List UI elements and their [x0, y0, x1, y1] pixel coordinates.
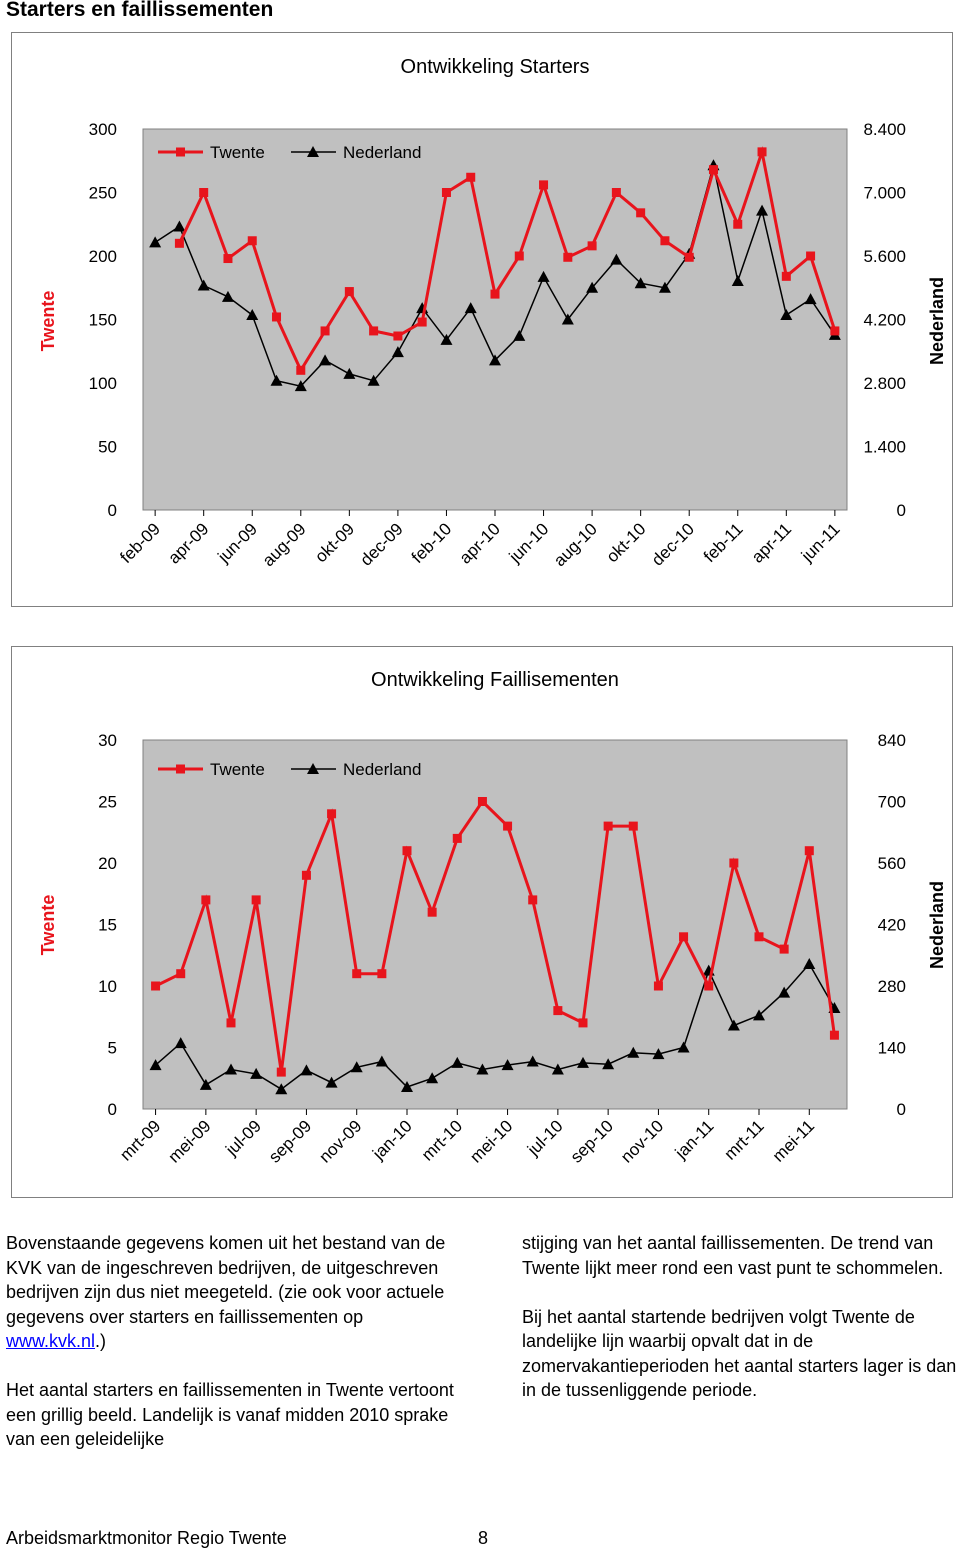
footer-title: Arbeidsmarktmonitor Regio Twente	[6, 1528, 287, 1548]
data-point-twente	[227, 1018, 236, 1027]
data-point-twente	[539, 180, 548, 189]
x-tick-label: mei-09	[164, 1116, 215, 1167]
y-right-tick-label: 140	[877, 1038, 906, 1058]
x-tick-label: feb-09	[116, 519, 164, 567]
data-point-twente	[199, 188, 208, 197]
chart-title: Ontwikkeling Faillisementen	[371, 669, 619, 691]
page-number: 8	[478, 1528, 489, 1548]
x-tick-label: sep-10	[566, 1116, 617, 1167]
x-tick-label: jun-10	[505, 519, 553, 567]
data-point-twente	[654, 982, 663, 991]
page-heading: Starters en faillissementen	[6, 0, 274, 21]
data-point-twente	[782, 272, 791, 281]
x-tick-label: mrt-11	[720, 1116, 768, 1164]
data-point-twente	[755, 932, 764, 941]
y-left-tick-label: 150	[88, 310, 117, 330]
body-text-column-left	[6, 1231, 456, 1476]
data-point-twente	[612, 188, 621, 197]
data-point-twente	[553, 1006, 562, 1015]
data-point-twente	[629, 822, 638, 831]
data-point-twente	[442, 188, 451, 197]
data-point-twente	[175, 239, 184, 248]
y-right-tick-label: 0	[896, 501, 906, 520]
data-point-twente	[393, 332, 402, 341]
data-point-twente	[403, 846, 412, 855]
data-point-twente	[588, 241, 597, 250]
y-right-tick-label: 1.400	[863, 437, 906, 457]
x-tick-label: jun-11	[797, 519, 844, 566]
data-point-twente	[466, 173, 475, 182]
y-right-tick-label: 420	[877, 915, 906, 935]
legend-marker-twente	[176, 148, 185, 157]
data-point-twente	[515, 252, 524, 261]
x-tick-label: feb-10	[407, 519, 456, 567]
x-tick-label: mei-11	[768, 1116, 819, 1166]
legend-label-twente: Twente	[210, 143, 265, 162]
data-point-twente	[201, 895, 210, 904]
data-point-twente	[151, 982, 160, 991]
data-point-twente	[272, 312, 281, 321]
paragraph-trend-continue: stijging van het aantal faillissementen. De trend van Twente lijkt meer rond een vast punt te schommelen.	[522, 1233, 944, 1278]
y-left-axis-label: Twente	[38, 894, 58, 956]
starters-chart-svg	[12, 33, 954, 608]
x-tick-label: mei-10	[466, 1116, 517, 1167]
y-left-tick-label: 10	[98, 977, 117, 996]
x-tick-label: nov-10	[617, 1116, 668, 1167]
x-tick-label: aug-10	[550, 519, 601, 571]
x-tick-label: mrt-10	[417, 1116, 467, 1165]
data-point-twente	[369, 326, 378, 335]
y-left-tick-label: 100	[88, 374, 117, 393]
x-tick-label: dec-10	[647, 519, 699, 570]
paragraph-source	[6, 1231, 456, 1354]
data-point-twente	[806, 252, 815, 261]
y-left-tick-label: 0	[107, 501, 117, 520]
x-tick-label: feb-11	[699, 519, 747, 567]
y-right-tick-label: 0	[896, 1100, 906, 1119]
data-point-twente	[528, 895, 537, 904]
x-tick-label: sep-09	[265, 1116, 316, 1167]
data-point-twente	[636, 208, 645, 217]
y-left-tick-label: 30	[98, 731, 117, 750]
x-tick-label: aug-09	[258, 519, 310, 571]
x-tick-label: nov-09	[315, 1116, 366, 1167]
x-tick-label: mrt-09	[116, 1116, 165, 1165]
y-right-tick-label: 280	[877, 977, 906, 996]
faillissementen-chart-svg	[12, 647, 954, 1199]
data-point-twente	[660, 236, 669, 245]
data-point-twente	[805, 846, 814, 855]
data-point-twente	[830, 326, 839, 335]
y-left-tick-label: 250	[88, 183, 117, 203]
legend-label-nederland: Nederland	[343, 760, 422, 779]
data-point-twente	[685, 253, 694, 262]
legend-marker-twente	[176, 765, 185, 774]
data-point-twente	[733, 220, 742, 229]
data-point-twente	[277, 1068, 286, 1077]
y-left-tick-label: 0	[107, 1100, 117, 1119]
x-tick-label: okt-09	[311, 519, 359, 567]
paragraph-trend-start: Het aantal starters en faillissementen in Twente vertoont een grillig beeld. Landelijk is vanaf midden 2010 sprake van een geleidelijke	[6, 1380, 454, 1449]
y-right-axis-label: Nederland	[927, 880, 947, 970]
paragraph-starters-summer: Bij het aantal startende bedrijven volgt Twente de landelijke lijn waarbij opvalt dat in de zomervakantieperioden het aantal starters lager is dan in de tussenliggende periode.	[522, 1306, 957, 1400]
y-left-axis-label: Twente	[38, 290, 58, 352]
x-tick-label: apr-11	[747, 519, 796, 567]
plot-area	[143, 740, 847, 1109]
y-right-tick-label: 5.600	[863, 247, 906, 266]
legend-label-twente: Twente	[210, 760, 265, 779]
y-right-tick-label: 2.800	[863, 374, 906, 393]
y-left-tick-label: 20	[98, 854, 117, 873]
x-tick-label: apr-09	[164, 519, 213, 568]
x-tick-label: dec-09	[356, 519, 407, 570]
y-left-tick-label: 25	[98, 792, 117, 812]
data-point-twente	[503, 822, 512, 831]
x-tick-label: apr-10	[455, 519, 504, 568]
data-point-twente	[704, 982, 713, 991]
x-tick-label: jan-10	[368, 1116, 416, 1164]
y-left-tick-label: 15	[98, 915, 117, 935]
faillissementen-chart	[11, 646, 953, 1198]
chart-title: Ontwikkeling Starters	[400, 56, 590, 78]
data-point-twente	[223, 254, 232, 263]
data-point-twente	[302, 871, 311, 880]
x-tick-label: jul-09	[222, 1116, 265, 1160]
x-tick-label: jun-09	[214, 519, 262, 567]
data-point-twente	[352, 969, 361, 978]
data-point-twente	[248, 236, 257, 245]
y-right-tick-label: 700	[877, 792, 906, 812]
body-text-column-right	[522, 1231, 958, 1427]
x-tick-label: jan-11	[671, 1116, 718, 1163]
data-point-twente	[176, 969, 185, 978]
data-point-twente	[709, 165, 718, 174]
data-point-twente	[679, 932, 688, 941]
data-point-twente	[758, 147, 767, 156]
kvk-link[interactable]: www.kvk.nl	[6, 1331, 96, 1351]
data-point-twente	[321, 326, 330, 335]
x-tick-label: jul-10	[523, 1116, 567, 1160]
data-point-twente	[729, 859, 738, 868]
x-tick-label: okt-10	[602, 519, 650, 567]
data-point-twente	[579, 1018, 588, 1027]
data-point-twente	[327, 809, 336, 818]
y-left-tick-label: 300	[88, 120, 117, 139]
data-point-twente	[780, 945, 789, 954]
y-right-tick-label: 4.200	[863, 310, 906, 330]
data-point-twente	[604, 822, 613, 831]
data-point-twente	[296, 366, 305, 375]
data-point-twente	[491, 290, 500, 299]
y-right-tick-label: 7.000	[863, 183, 906, 203]
legend-label-nederland: Nederland	[343, 143, 422, 162]
y-right-tick-label: 8.400	[863, 120, 906, 139]
source-text-end: .)	[95, 1331, 107, 1351]
data-point-twente	[377, 969, 386, 978]
y-right-tick-label: 840	[877, 731, 906, 750]
data-point-twente	[428, 908, 437, 917]
y-right-axis-label: Nederland	[927, 276, 947, 366]
y-left-tick-label: 200	[88, 247, 117, 266]
data-point-twente	[345, 287, 354, 296]
data-point-twente	[830, 1031, 839, 1040]
data-point-twente	[252, 895, 261, 904]
y-left-tick-label: 50	[98, 437, 117, 457]
starters-chart	[11, 32, 953, 607]
source-text: Bovenstaande gegevens komen uit het bestand van de KVK van de ingeschreven bedrijven, de uitgeschreven bedrijven zijn dus niet meegeteld. (zie ook voor actuele gegevens over starters en faillissementen op	[6, 1233, 446, 1327]
data-point-twente	[563, 253, 572, 262]
data-point-twente	[453, 834, 462, 843]
data-point-twente	[478, 797, 487, 806]
data-point-twente	[418, 318, 427, 327]
y-left-tick-label: 5	[107, 1038, 117, 1058]
y-right-tick-label: 560	[877, 854, 906, 873]
